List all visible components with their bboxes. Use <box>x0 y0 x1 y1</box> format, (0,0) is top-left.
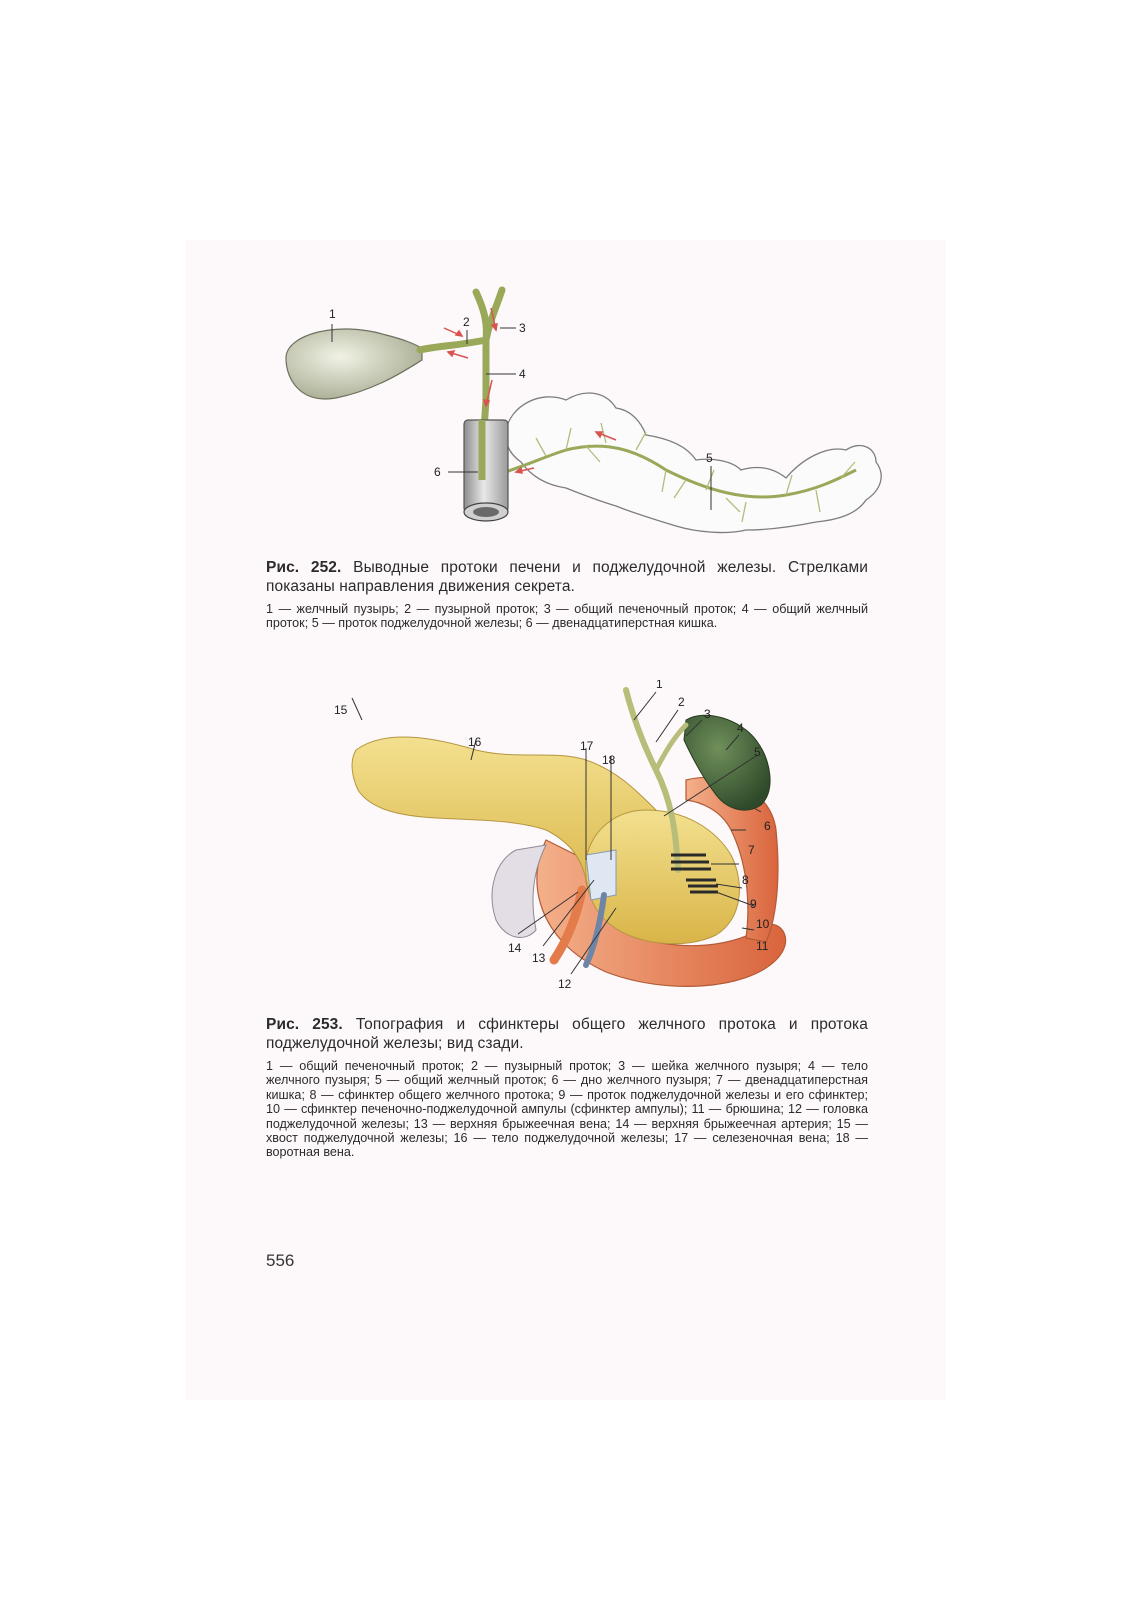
pancreas-shape <box>506 393 882 533</box>
callout-252-3: 3 <box>519 321 526 335</box>
figure-253-label: Рис. 253. <box>266 1016 343 1033</box>
callout-253-9: 9 <box>750 897 757 911</box>
callout-253-12: 12 <box>558 977 572 991</box>
callout-252-6: 6 <box>434 465 441 479</box>
figure-252-illustration <box>186 280 946 550</box>
figure-253-caption <box>266 1015 868 1160</box>
callout-253-14: 14 <box>508 941 522 955</box>
figure-253-illustration <box>186 680 946 1010</box>
cystic-duct-253 <box>656 725 686 770</box>
callout-253-11: 11 <box>756 939 769 953</box>
callout-253-17: 17 <box>580 739 594 753</box>
callout-253-15: 15 <box>334 703 348 717</box>
figure-252-caption <box>266 558 868 631</box>
callout-252-2: 2 <box>463 315 470 329</box>
figure-252-label: Рис. 252. <box>266 559 342 576</box>
duodenum-lumen-inner <box>473 507 499 517</box>
figure-253-title <box>266 1015 868 1053</box>
hepatic-duct <box>476 290 502 400</box>
gallbladder-shape <box>286 329 422 399</box>
figure-253-legend: 1 — общий печеночный проток; 2 — пузырный проток; 3 — шейка желчного пузыря; 4 — тело желчного пузыря; 5 — общий желчный проток; 6 — дно желчного пузыря; 7 — двенадцатиперстная кишка; 8 — сфинктер общего желчного протока; 9 — проток поджелудочной железы и его сфинктер; 10 — сфинктер печеночно-поджелудочной ампулы (сфинктер ампулы); 11 — брюшина; 12 — головка поджелудочной железы; 13 — верхняя брыжеечная вена; 14 — верхняя брыжеечная артерия; 15 — хвост поджелудочной железы; 16 — тело поджелудочной железы; 17 — селезеночная вена; 18 — воротная вена. <box>266 1059 868 1160</box>
figure-253-title-text: Топография и сфинктеры общего желчного протока и протока поджелудочной железы; вид сзади. <box>266 1016 868 1052</box>
callout-253-6: 6 <box>764 819 771 833</box>
callout-252-5: 5 <box>706 451 713 465</box>
callout-253-4: 4 <box>737 721 744 735</box>
figure-253-drawing <box>186 680 946 1010</box>
callout-253-5: 5 <box>754 745 761 759</box>
callout-253-7: 7 <box>748 843 755 857</box>
callout-253-2: 2 <box>678 695 685 709</box>
figure-252-title-text: Выводные протоки печени и поджелудочной железы. Стрелками показаны направления движения секрета. <box>266 559 868 595</box>
figure-252-legend: 1 — желчный пузырь; 2 — пузырной проток; 3 — общий печеночный проток; 4 — общий желчный проток; 5 — проток поджелудочной железы; 6 — двенадцатиперстная кишка. <box>266 602 868 631</box>
figure-252-title <box>266 558 868 596</box>
callout-253-18: 18 <box>602 753 616 767</box>
callout-253-13: 13 <box>532 951 546 965</box>
callout-253-1: 1 <box>656 680 663 691</box>
callout-253-3: 3 <box>704 707 711 721</box>
cystic-duct <box>420 340 486 350</box>
page-number: 556 <box>266 1251 295 1270</box>
callout-253-8: 8 <box>742 873 749 887</box>
duodenum-shape <box>464 420 508 512</box>
callout-252-1: 1 <box>329 307 336 321</box>
callout-253-16: 16 <box>468 735 482 749</box>
figure-252-drawing <box>186 280 946 550</box>
page-sheet <box>186 240 946 1400</box>
callout-253-10: 10 <box>756 917 770 931</box>
callout-252-4: 4 <box>519 367 526 381</box>
